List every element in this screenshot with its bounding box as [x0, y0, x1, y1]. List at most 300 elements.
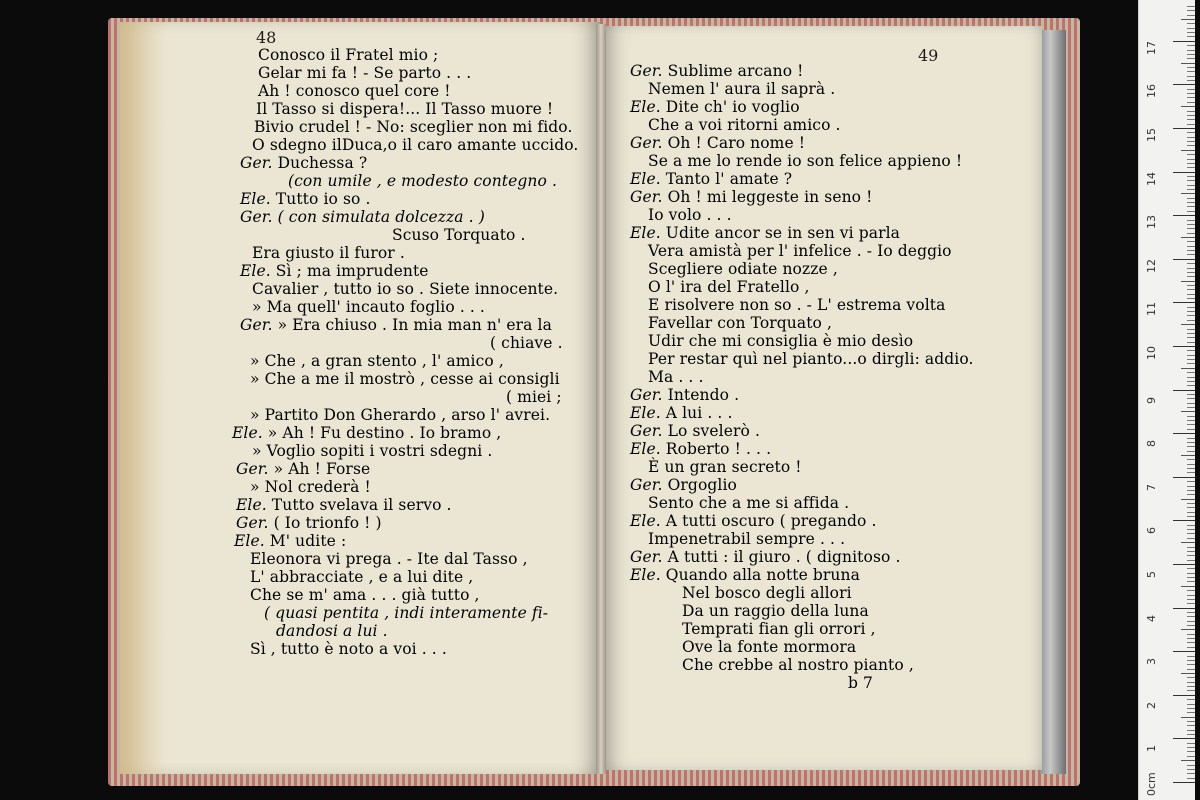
ruler-tick: [1181, 150, 1195, 151]
ruler-tick: [1187, 451, 1195, 452]
line-text: Tutto io so .: [270, 190, 371, 208]
speaker-label: Ger.: [240, 154, 273, 172]
ruler-tick: [1181, 455, 1195, 456]
line-text: Tutto svelava il servo .: [266, 496, 452, 514]
ruler-tick: [1187, 211, 1195, 212]
ruler-tick: [1181, 193, 1195, 194]
ruler-tick: [1187, 625, 1195, 626]
ruler-tick: [1173, 695, 1195, 696]
text-line: Che crebbe al nostro pianto ,: [682, 656, 914, 674]
ruler-tick: [1187, 180, 1195, 181]
ruler-tick: [1187, 577, 1195, 578]
text-line: E risolvere non so . - L' estrema volta: [648, 296, 946, 314]
ruler-tick: [1187, 747, 1195, 748]
ruler-tick: [1187, 516, 1195, 517]
ruler-tick: [1187, 132, 1195, 133]
ruler-tick: [1187, 468, 1195, 469]
ruler-tick: [1187, 32, 1195, 33]
ruler-tick: [1187, 568, 1195, 569]
text-line: Favellar con Torquato ,: [648, 314, 833, 332]
ruler-tick: [1187, 80, 1195, 81]
text-line: [630, 548, 901, 566]
ruler-number: 9: [1145, 396, 1158, 404]
ruler-tick: [1187, 350, 1195, 351]
ruler-number: 7: [1145, 483, 1158, 491]
ruler-tick: [1173, 477, 1195, 478]
text-line: Scegliere odiate nozze ,: [648, 260, 838, 278]
ruler-tick: [1187, 730, 1195, 731]
ruler-tick: [1187, 778, 1195, 779]
line-text: Tanto l' amate ?: [660, 170, 793, 188]
ruler-tick: [1187, 699, 1195, 700]
ruler-tick: [1181, 629, 1195, 630]
ruler-tick: [1187, 329, 1195, 330]
line-text: » Ah ! Forse: [268, 460, 371, 478]
ruler-tick: [1173, 128, 1195, 129]
ruler-tick: [1173, 346, 1195, 347]
line-text: A tutti oscuro ( pregando .: [660, 512, 877, 530]
text-line: Per restar quì nel pianto...o dirgli: addio.: [648, 350, 974, 368]
ruler-number: 10: [1145, 346, 1158, 360]
ruler-tick: [1187, 115, 1195, 116]
speaker-label: Ele.: [240, 262, 271, 280]
ruler-tick: [1187, 547, 1195, 548]
ruler-tick: [1187, 311, 1195, 312]
ruler-tick: [1187, 268, 1195, 269]
ruler-tick: [1187, 642, 1195, 643]
line-text: Roberto ! . . .: [660, 440, 772, 458]
ruler-tick: [1187, 512, 1195, 513]
page-fray: [120, 22, 168, 774]
ruler-tick: [1187, 58, 1195, 59]
ruler-number: 17: [1145, 40, 1158, 55]
speaker-label: Ger.: [236, 460, 269, 478]
text-line: Ma . . .: [648, 368, 704, 386]
ruler-tick: [1187, 616, 1195, 617]
ruler-tick: [1187, 704, 1195, 705]
ruler-tick: [1187, 167, 1195, 168]
text-line: ( quasi pentita , indi interamente fi-: [264, 604, 549, 622]
ruler-tick: [1187, 595, 1195, 596]
ruler-tick: [1187, 494, 1195, 495]
text-line: Conosco il Fratel mio ;: [258, 46, 439, 64]
ruler-tick: [1187, 250, 1195, 251]
text-line: [630, 224, 900, 242]
speaker-label: Ele.: [630, 566, 661, 584]
line-text: » Era chiuso . In mia man n' era la: [272, 316, 552, 334]
ruler-tick: [1187, 424, 1195, 425]
ruler-tick: [1187, 141, 1195, 142]
ruler-tick: [1187, 416, 1195, 417]
ruler-tick: [1187, 137, 1195, 138]
text-line: Nel bosco degli allori: [682, 584, 852, 602]
ruler-tick: [1181, 106, 1195, 107]
speaker-label: Ger.: [630, 386, 663, 404]
page-number-right: 49: [918, 46, 939, 65]
ruler-tick: [1187, 315, 1195, 316]
ruler-tick: [1187, 446, 1195, 447]
line-text: Sì ; ma imprudente: [270, 262, 429, 280]
text-line: Temprati fian gli orrori ,: [682, 620, 876, 638]
ruler-tick: [1187, 603, 1195, 604]
ruler-tick: [1187, 119, 1195, 120]
ruler-tick: [1187, 6, 1195, 7]
ruler-tick: [1187, 529, 1195, 530]
ruler-tick: [1187, 442, 1195, 443]
text-line: » Partito Don Gherardo , arso l' avrei.: [250, 406, 551, 424]
line-text: Oh ! Caro nome !: [662, 134, 806, 152]
ruler-tick: [1187, 272, 1195, 273]
ruler-tick: [1187, 656, 1195, 657]
ruler-tick: [1187, 525, 1195, 526]
line-text: Duchessa ?: [272, 154, 368, 172]
ruler-tick: [1187, 320, 1195, 321]
text-line: [236, 496, 452, 514]
text-line: [630, 512, 877, 530]
text-line: dandosi a lui .: [276, 622, 388, 640]
ruler-tick: [1173, 302, 1195, 303]
text-line: Ah ! conosco quel core !: [258, 82, 451, 100]
text-line: [630, 98, 800, 116]
ruler-tick: [1187, 712, 1195, 713]
ruler-tick: [1187, 50, 1195, 51]
ruler-tick: [1187, 298, 1195, 299]
ruler-tick: [1187, 677, 1195, 678]
ruler-tick: [1187, 97, 1195, 98]
ruler-tick: [1187, 773, 1195, 774]
ruler-number: 8: [1145, 440, 1158, 448]
ruler-number: 6: [1145, 527, 1158, 535]
line-text: M' udite :: [264, 532, 347, 550]
text-line: O sdegno ilDuca,o il caro amante uccido.: [252, 136, 579, 154]
text-line: [630, 62, 804, 80]
line-text: ( con simulata dolcezza . ): [272, 208, 485, 226]
ruler-tick: [1173, 651, 1195, 652]
text-line: Eleonora vi prega . - Ite dal Tasso ,: [250, 550, 528, 568]
speaker-label: Ger.: [240, 208, 273, 226]
speaker-label: Ele.: [630, 440, 661, 458]
ruler-number: 0cm: [1145, 772, 1158, 796]
text-line: [240, 154, 367, 172]
text-line: [240, 316, 552, 334]
text-line: Vera amistà per l' infelice . - Io deggio: [648, 242, 952, 260]
ruler-tick: [1181, 368, 1195, 369]
text-line: [630, 476, 737, 494]
ruler-tick: [1187, 638, 1195, 639]
ruler-tick: [1187, 228, 1195, 229]
line-text: ( Io trionfo ! ): [268, 514, 382, 532]
ruler-tick: [1187, 337, 1195, 338]
text-line: [630, 134, 805, 152]
page-block-edge: [1040, 30, 1066, 774]
ruler-tick: [1187, 751, 1195, 752]
ruler-tick: [1181, 717, 1195, 718]
ruler-tick: [1173, 782, 1195, 783]
text-line: [630, 440, 771, 458]
ruler-tick: [1187, 660, 1195, 661]
speaker-label: Ger.: [630, 62, 663, 80]
ruler-tick: [1187, 464, 1195, 465]
ruler-tick: [1173, 564, 1195, 565]
ruler-tick: [1187, 612, 1195, 613]
ruler-tick: [1187, 198, 1195, 199]
ruler-tick: [1187, 708, 1195, 709]
line-text: A lui . . .: [660, 404, 733, 422]
ruler-tick: [1187, 438, 1195, 439]
text-line: [234, 532, 346, 550]
text-line: [630, 170, 792, 188]
ruler-tick: [1187, 721, 1195, 722]
speaker-label: Ele.: [236, 496, 267, 514]
speaker-label: Ger.: [630, 134, 663, 152]
ruler-tick: [1187, 403, 1195, 404]
ruler-tick: [1181, 586, 1195, 587]
ruler-tick: [1187, 481, 1195, 482]
speaker-label: Ele.: [630, 224, 661, 242]
line-text: Udite ancor se in sen vi parla: [660, 224, 901, 242]
ruler-tick: [1187, 36, 1195, 37]
ruler-number: 2: [1145, 701, 1158, 709]
ruler-tick: [1187, 686, 1195, 687]
text-line: [630, 422, 760, 440]
ruler-tick: [1187, 551, 1195, 552]
ruler-tick: [1187, 420, 1195, 421]
ruler-tick: [1187, 220, 1195, 221]
ruler-tick: [1187, 381, 1195, 382]
ruler-tick: [1181, 281, 1195, 282]
speaker-label: Ele.: [630, 404, 661, 422]
ruler-tick: [1187, 507, 1195, 508]
ruler-tick: [1187, 206, 1195, 207]
ruler-tick: [1187, 76, 1195, 77]
text-line: [240, 208, 485, 226]
speaker-label: Ele.: [630, 170, 661, 188]
speaker-label: Ele.: [232, 424, 263, 442]
ruler-tick: [1187, 682, 1195, 683]
ruler-tick: [1173, 738, 1195, 739]
text-line: » Voglio sopiti i vostri sdegni .: [252, 442, 493, 460]
ruler-tick: [1187, 93, 1195, 94]
ruler-number: 14: [1145, 171, 1158, 186]
text-line: [236, 460, 370, 478]
ruler-tick: [1187, 71, 1195, 72]
ruler-tick: [1187, 486, 1195, 487]
measuring-ruler: [1138, 0, 1195, 800]
ruler-tick: [1187, 10, 1195, 11]
ruler-tick: [1187, 459, 1195, 460]
ruler-tick: [1181, 760, 1195, 761]
ruler-tick: [1187, 263, 1195, 264]
text-line: Ove la fonte mormora: [682, 638, 857, 656]
ruler-tick: [1187, 202, 1195, 203]
ruler-tick: [1187, 159, 1195, 160]
speaker-label: Ger.: [236, 514, 269, 532]
line-text: A tutti : il giuro . ( dignitoso .: [662, 548, 901, 566]
text-line: Il Tasso si dispera!... Il Tasso muore !: [256, 100, 554, 118]
ruler-tick: [1187, 111, 1195, 112]
ruler-tick: [1187, 307, 1195, 308]
ruler-tick: [1181, 411, 1195, 412]
text-line: [240, 190, 371, 208]
ruler-tick: [1187, 538, 1195, 539]
speaker-label: Ger.: [630, 476, 663, 494]
book-gutter: [596, 24, 606, 774]
ruler-tick: [1187, 185, 1195, 186]
ruler-tick: [1187, 634, 1195, 635]
text-line: Sì , tutto è noto a voi . . .: [250, 640, 447, 658]
line-text: Intendo .: [662, 386, 740, 404]
ruler-tick: [1187, 769, 1195, 770]
line-text: Quando alla notte bruna: [660, 566, 860, 584]
ruler-tick: [1187, 28, 1195, 29]
ruler-tick: [1187, 15, 1195, 16]
ruler-number: 4: [1145, 614, 1158, 622]
ruler-tick: [1187, 145, 1195, 146]
ruler-tick: [1187, 23, 1195, 24]
line-text: » Ah ! Fu destino . Io bramo ,: [262, 424, 502, 442]
text-line: Se a me lo rende io son felice appieno !: [648, 152, 963, 170]
ruler-tick: [1187, 555, 1195, 556]
ruler-tick: [1187, 429, 1195, 430]
text-line: [240, 262, 429, 280]
text-line: Cavalier , tutto io so . Siete innocente.: [252, 280, 559, 298]
ruler-tick: [1187, 294, 1195, 295]
text-line: Nemen l' aura il saprà .: [648, 80, 836, 98]
ruler-tick: [1181, 19, 1195, 20]
text-line: [630, 188, 872, 206]
ruler-tick: [1181, 542, 1195, 543]
ruler-tick: [1187, 363, 1195, 364]
ruler-tick: [1187, 398, 1195, 399]
text-line: [232, 424, 501, 442]
text-line: (con umile , e modesto contegno .: [288, 172, 557, 190]
ruler-tick: [1187, 189, 1195, 190]
ruler-tick: [1173, 259, 1195, 260]
text-line: Impenetrabil sempre . . .: [648, 530, 846, 548]
speaker-label: Ger.: [630, 422, 663, 440]
ruler-tick: [1187, 725, 1195, 726]
ruler-tick: [1173, 215, 1195, 216]
ruler-tick: [1187, 472, 1195, 473]
ruler-tick: [1173, 608, 1195, 609]
text-line: Udir che mi consiglia è mio desìo: [648, 332, 914, 350]
text-line: Io volo . . .: [648, 206, 732, 224]
text-line: ( miei ;: [506, 388, 562, 406]
page-number-left: 48: [256, 28, 277, 47]
speaker-label: Ele.: [630, 512, 661, 530]
ruler-tick: [1187, 254, 1195, 255]
text-line: » Che a me il mostrò , cesse ai consigli: [250, 370, 560, 388]
line-text: Orgoglio: [662, 476, 737, 494]
ruler-tick: [1187, 359, 1195, 360]
ruler-number: 11: [1145, 302, 1158, 317]
ruler-tick: [1187, 560, 1195, 561]
ruler-tick: [1187, 355, 1195, 356]
text-line: Che a voi ritorni amico .: [648, 116, 841, 134]
text-line: Scuso Torquato .: [392, 226, 526, 244]
ruler-tick: [1187, 54, 1195, 55]
ruler-tick: [1187, 246, 1195, 247]
line-text: Lo svelerò .: [662, 422, 760, 440]
ruler-tick: [1187, 289, 1195, 290]
ruler-tick: [1181, 63, 1195, 64]
speaker-label: Ele.: [240, 190, 271, 208]
ruler-tick: [1181, 673, 1195, 674]
text-line: O l' ira del Fratello ,: [648, 278, 810, 296]
text-line: Bivio crudel ! - No: sceglier non mi fido.: [254, 118, 573, 136]
ruler-tick: [1187, 690, 1195, 691]
line-text: Dite ch' io voglio: [660, 98, 800, 116]
text-line: Gelar mi fa ! - Se parto . . .: [258, 64, 472, 82]
ruler-tick: [1181, 324, 1195, 325]
ruler-number: 3: [1145, 658, 1158, 666]
ruler-tick: [1187, 45, 1195, 46]
text-line: Che se m' ama . . . già tutto ,: [250, 586, 480, 604]
ruler-tick: [1187, 241, 1195, 242]
text-line: » Ma quell' incauto foglio . . .: [252, 298, 485, 316]
ruler-number: 1: [1145, 745, 1158, 753]
ruler-tick: [1187, 124, 1195, 125]
ruler-tick: [1181, 237, 1195, 238]
ruler-tick: [1187, 385, 1195, 386]
ruler-tick: [1187, 176, 1195, 177]
ruler-tick: [1187, 163, 1195, 164]
ruler-tick: [1187, 394, 1195, 395]
ruler-tick: [1187, 756, 1195, 757]
ruler-tick: [1187, 89, 1195, 90]
ruler-number: 12: [1145, 258, 1158, 273]
ruler-tick: [1173, 172, 1195, 173]
ruler-number: 16: [1145, 84, 1158, 99]
text-line: b 7: [848, 674, 874, 692]
text-line: [630, 404, 733, 422]
ruler-tick: [1187, 664, 1195, 665]
text-line: [236, 514, 382, 532]
ruler-tick: [1187, 333, 1195, 334]
ruler-tick: [1173, 433, 1195, 434]
ruler-tick: [1187, 490, 1195, 491]
ruler-tick: [1187, 533, 1195, 534]
text-line: » Che , a gran stento , l' amico ,: [250, 352, 504, 370]
text-line: È un gran secreto !: [648, 458, 802, 476]
speaker-label: Ger.: [630, 548, 663, 566]
text-line: [630, 386, 739, 404]
ruler-tick: [1187, 154, 1195, 155]
line-text: Sublime arcano !: [662, 62, 804, 80]
text-line: Era giusto il furor .: [252, 244, 405, 262]
ruler-tick: [1187, 734, 1195, 735]
speaker-label: Ele.: [630, 98, 661, 116]
ruler-tick: [1187, 372, 1195, 373]
text-line: ( chiave .: [490, 334, 563, 352]
text-line: » Nol crederà !: [250, 478, 371, 496]
ruler-tick: [1187, 276, 1195, 277]
speaker-label: Ele.: [234, 532, 265, 550]
ruler-tick: [1187, 233, 1195, 234]
ruler-tick: [1187, 377, 1195, 378]
speaker-label: Ger.: [240, 316, 273, 334]
ruler-tick: [1187, 285, 1195, 286]
text-line: [630, 566, 860, 584]
ruler-number: 5: [1145, 571, 1158, 578]
ruler-tick: [1187, 503, 1195, 504]
ruler-tick: [1173, 520, 1195, 521]
ruler-tick: [1173, 41, 1195, 42]
ruler-tick: [1173, 390, 1195, 391]
text-line: Sento che a me si affida .: [648, 494, 850, 512]
ruler-tick: [1187, 224, 1195, 225]
ruler-tick: [1187, 573, 1195, 574]
